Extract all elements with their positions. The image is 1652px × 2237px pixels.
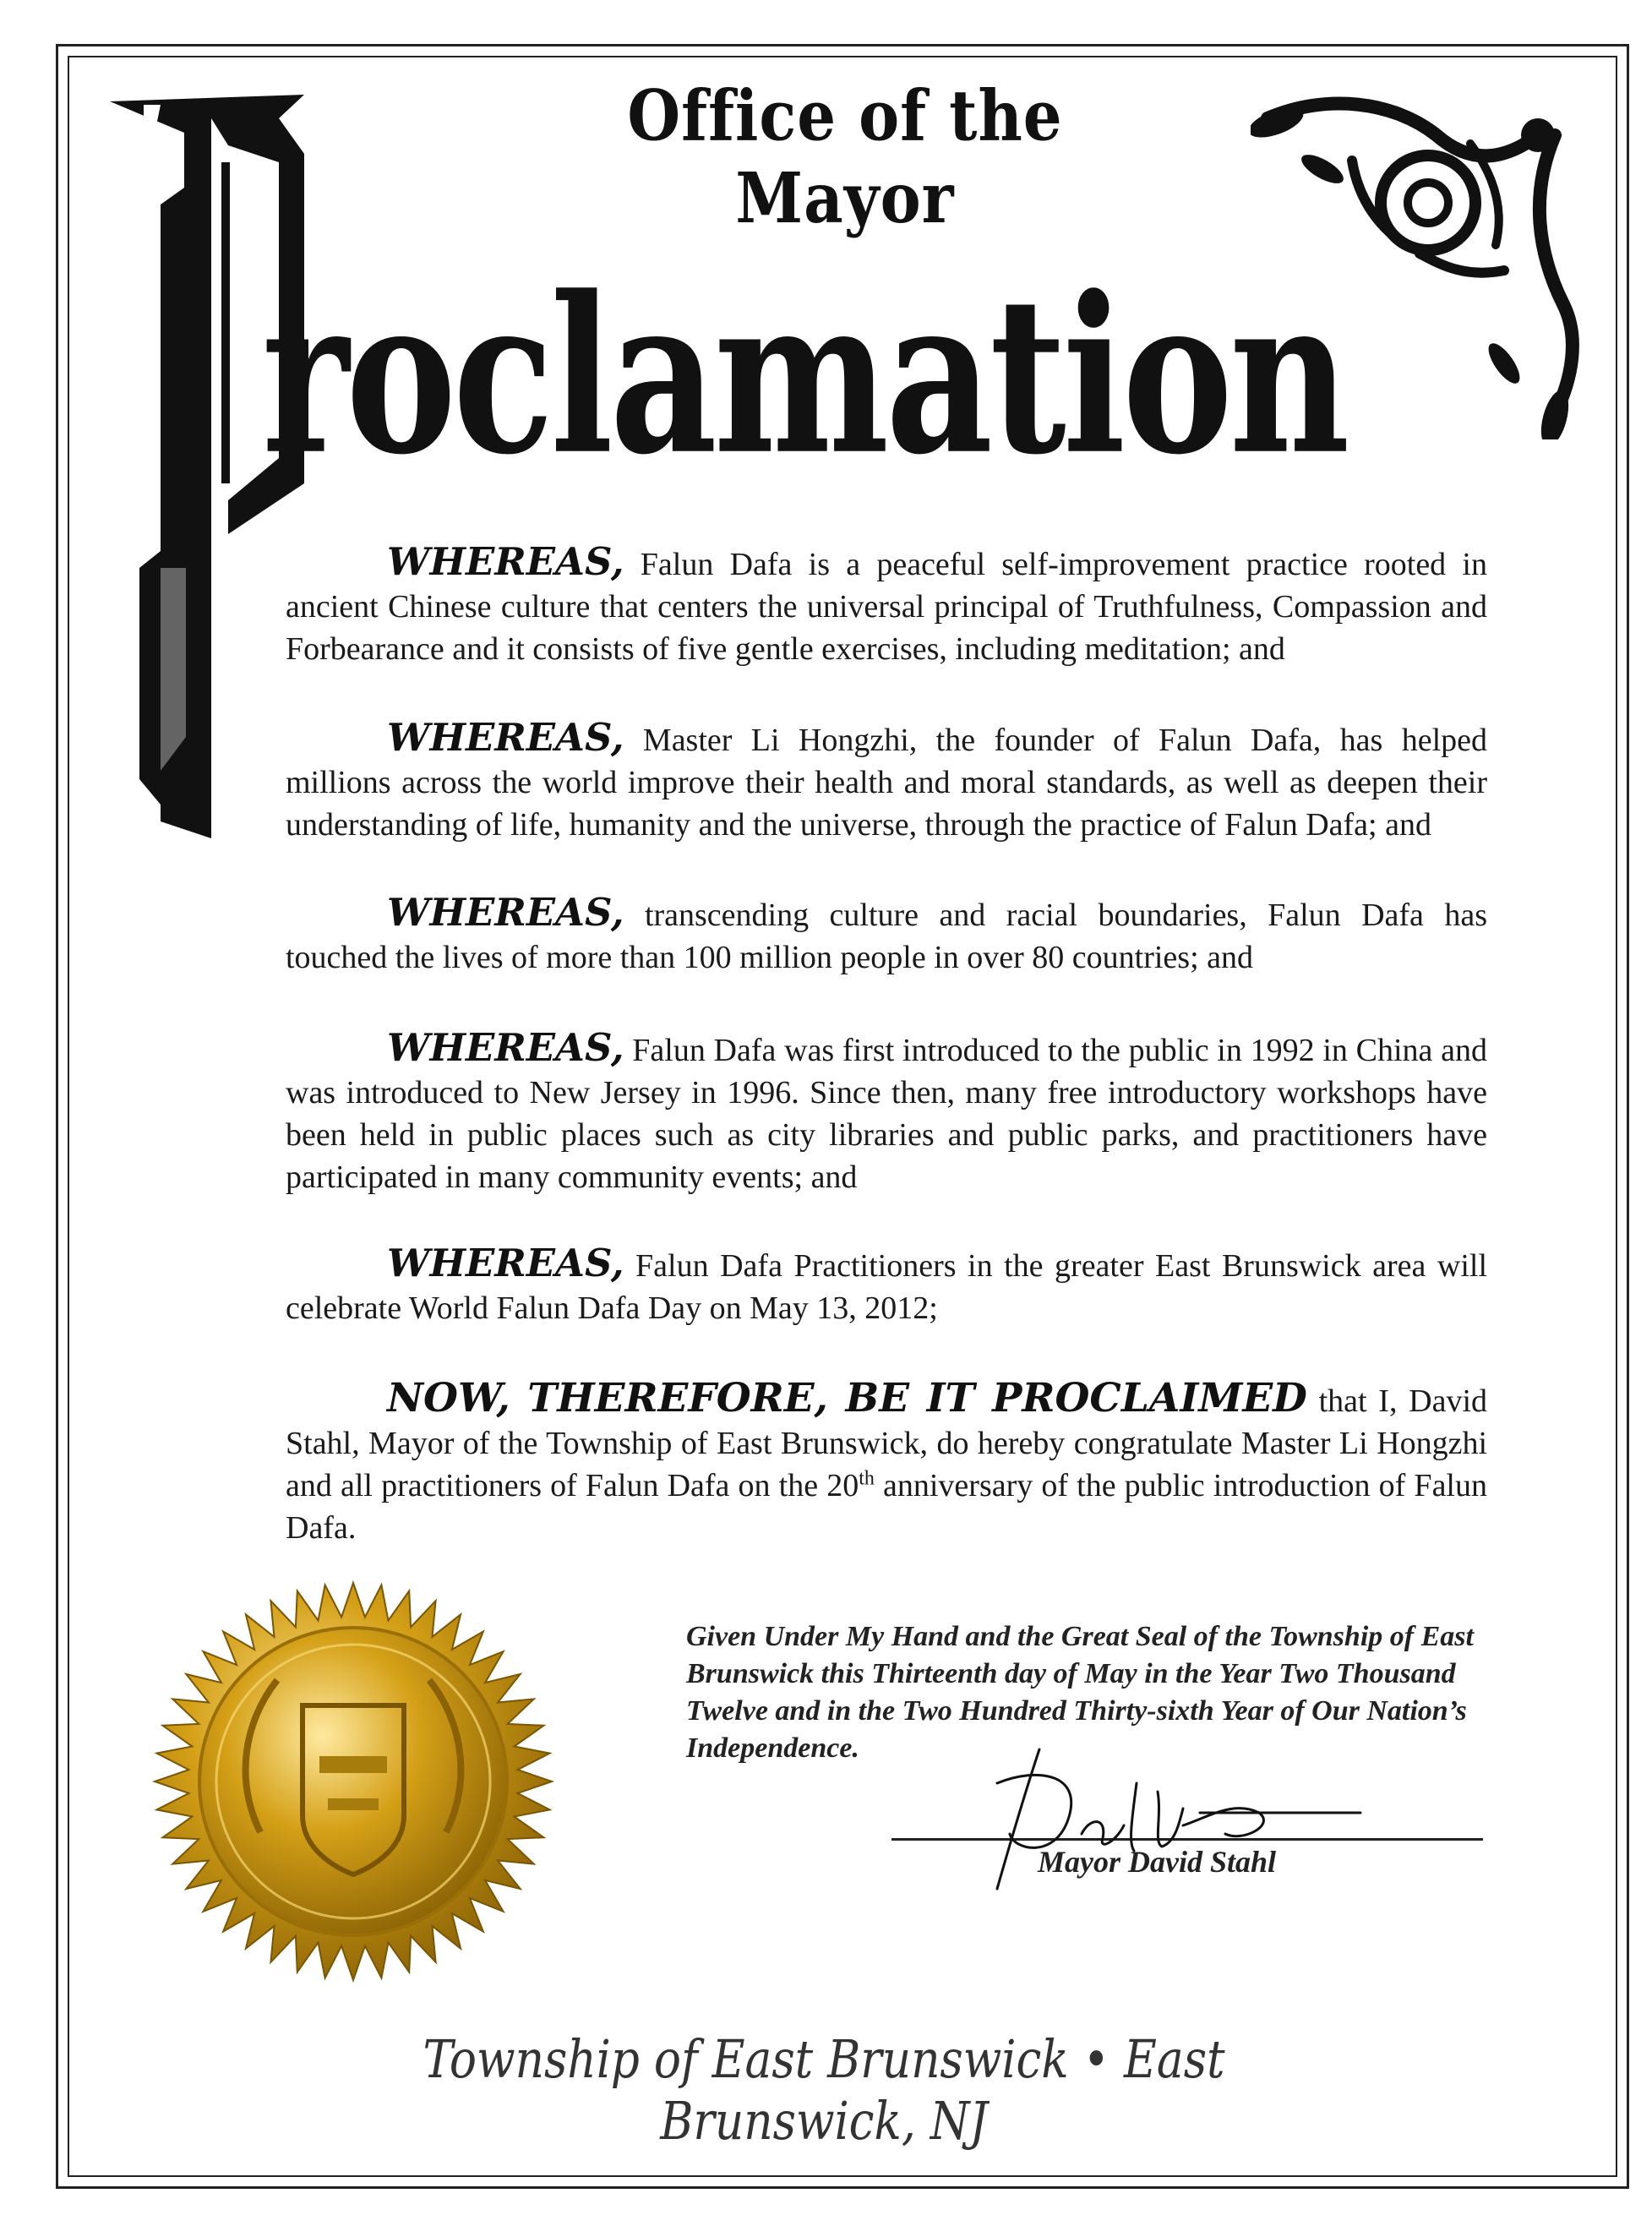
proclaimed-text: that I, David Stahl, Mayor of the Township of East Brunswick, do hereby congratulate Master Li Hongzhi and all practitioners of Falun Dafa on the 20 — [286, 1383, 1487, 1503]
clause-text: Falun Dafa Practitioners in the greater East Brunswick area will celebrate World Falun Dafa Day on May 13, 2012; — [286, 1248, 1487, 1326]
clause-text: Falun Dafa is a peaceful self-improvement practice rooted in ancient Chinese culture that centers the universal principal of Truthfulness, Compassion and Forbearance and it consists of five gentle exercises, including meditation; and — [286, 547, 1487, 667]
gold-seal-icon — [150, 1579, 556, 1984]
clause-lead: WHEREAS, — [387, 890, 624, 935]
given-under-hand: Given Under My Hand and the Great Seal of the Township of East Brunswick this Thirteenth day of May in the Year Two Thousand Twelve and in the Two Hundred Thirty-sixth Year of Our Nation’s Independence. — [686, 1621, 1474, 1764]
clause-1 — [286, 541, 1487, 670]
clause-4 — [286, 1027, 1487, 1198]
proclaimed-lead: NOW, THEREFORE, BE IT PROCLAIMED — [387, 1375, 1307, 1421]
office-title: Office of the Mayor — [627, 74, 1063, 239]
clause-lead: WHEREAS, — [387, 1241, 624, 1285]
clause-lead: WHEREAS, — [387, 539, 624, 584]
signer-name: Mayor David Stahl — [1038, 1845, 1277, 1879]
clause-2 — [286, 717, 1487, 846]
clause-text: Falun Dafa was first introduced to the public in 1992 in China and was introduced to New Jersey in 1996. Since then, many free introductory workshops have been held in public places such as city libraries and public parks, and practitioners have participated in many community events; and — [286, 1033, 1487, 1195]
proclaimed-clause — [286, 1375, 1487, 1549]
clause-3 — [286, 892, 1487, 979]
corner-ornament-icon — [1251, 85, 1589, 439]
footer-township: Township of East Brunswick • East Brunswick, NJ — [423, 2028, 1225, 2152]
clause-text: Master Li Hongzhi, the founder of Falun Dafa, has helped millions across the world improve their health and moral standards, as well as deepen their understanding of life, humanity and the universe, through the practice of Falun Dafa; and — [286, 723, 1487, 843]
proclaimed-text-end: anniversary of the public introduction of Falun Dafa. — [286, 1468, 1487, 1546]
proclamation-title: roclamation — [262, 249, 1347, 503]
clause-lead: WHEREAS, — [387, 715, 624, 760]
clause-5 — [286, 1242, 1487, 1329]
clause-lead: WHEREAS, — [387, 1025, 624, 1070]
ordinal-suffix: th — [859, 1467, 875, 1490]
clause-text: transcending culture and racial boundaries, Falun Dafa has touched the lives of more than 100 million people in over 80 countries; and — [286, 898, 1487, 975]
